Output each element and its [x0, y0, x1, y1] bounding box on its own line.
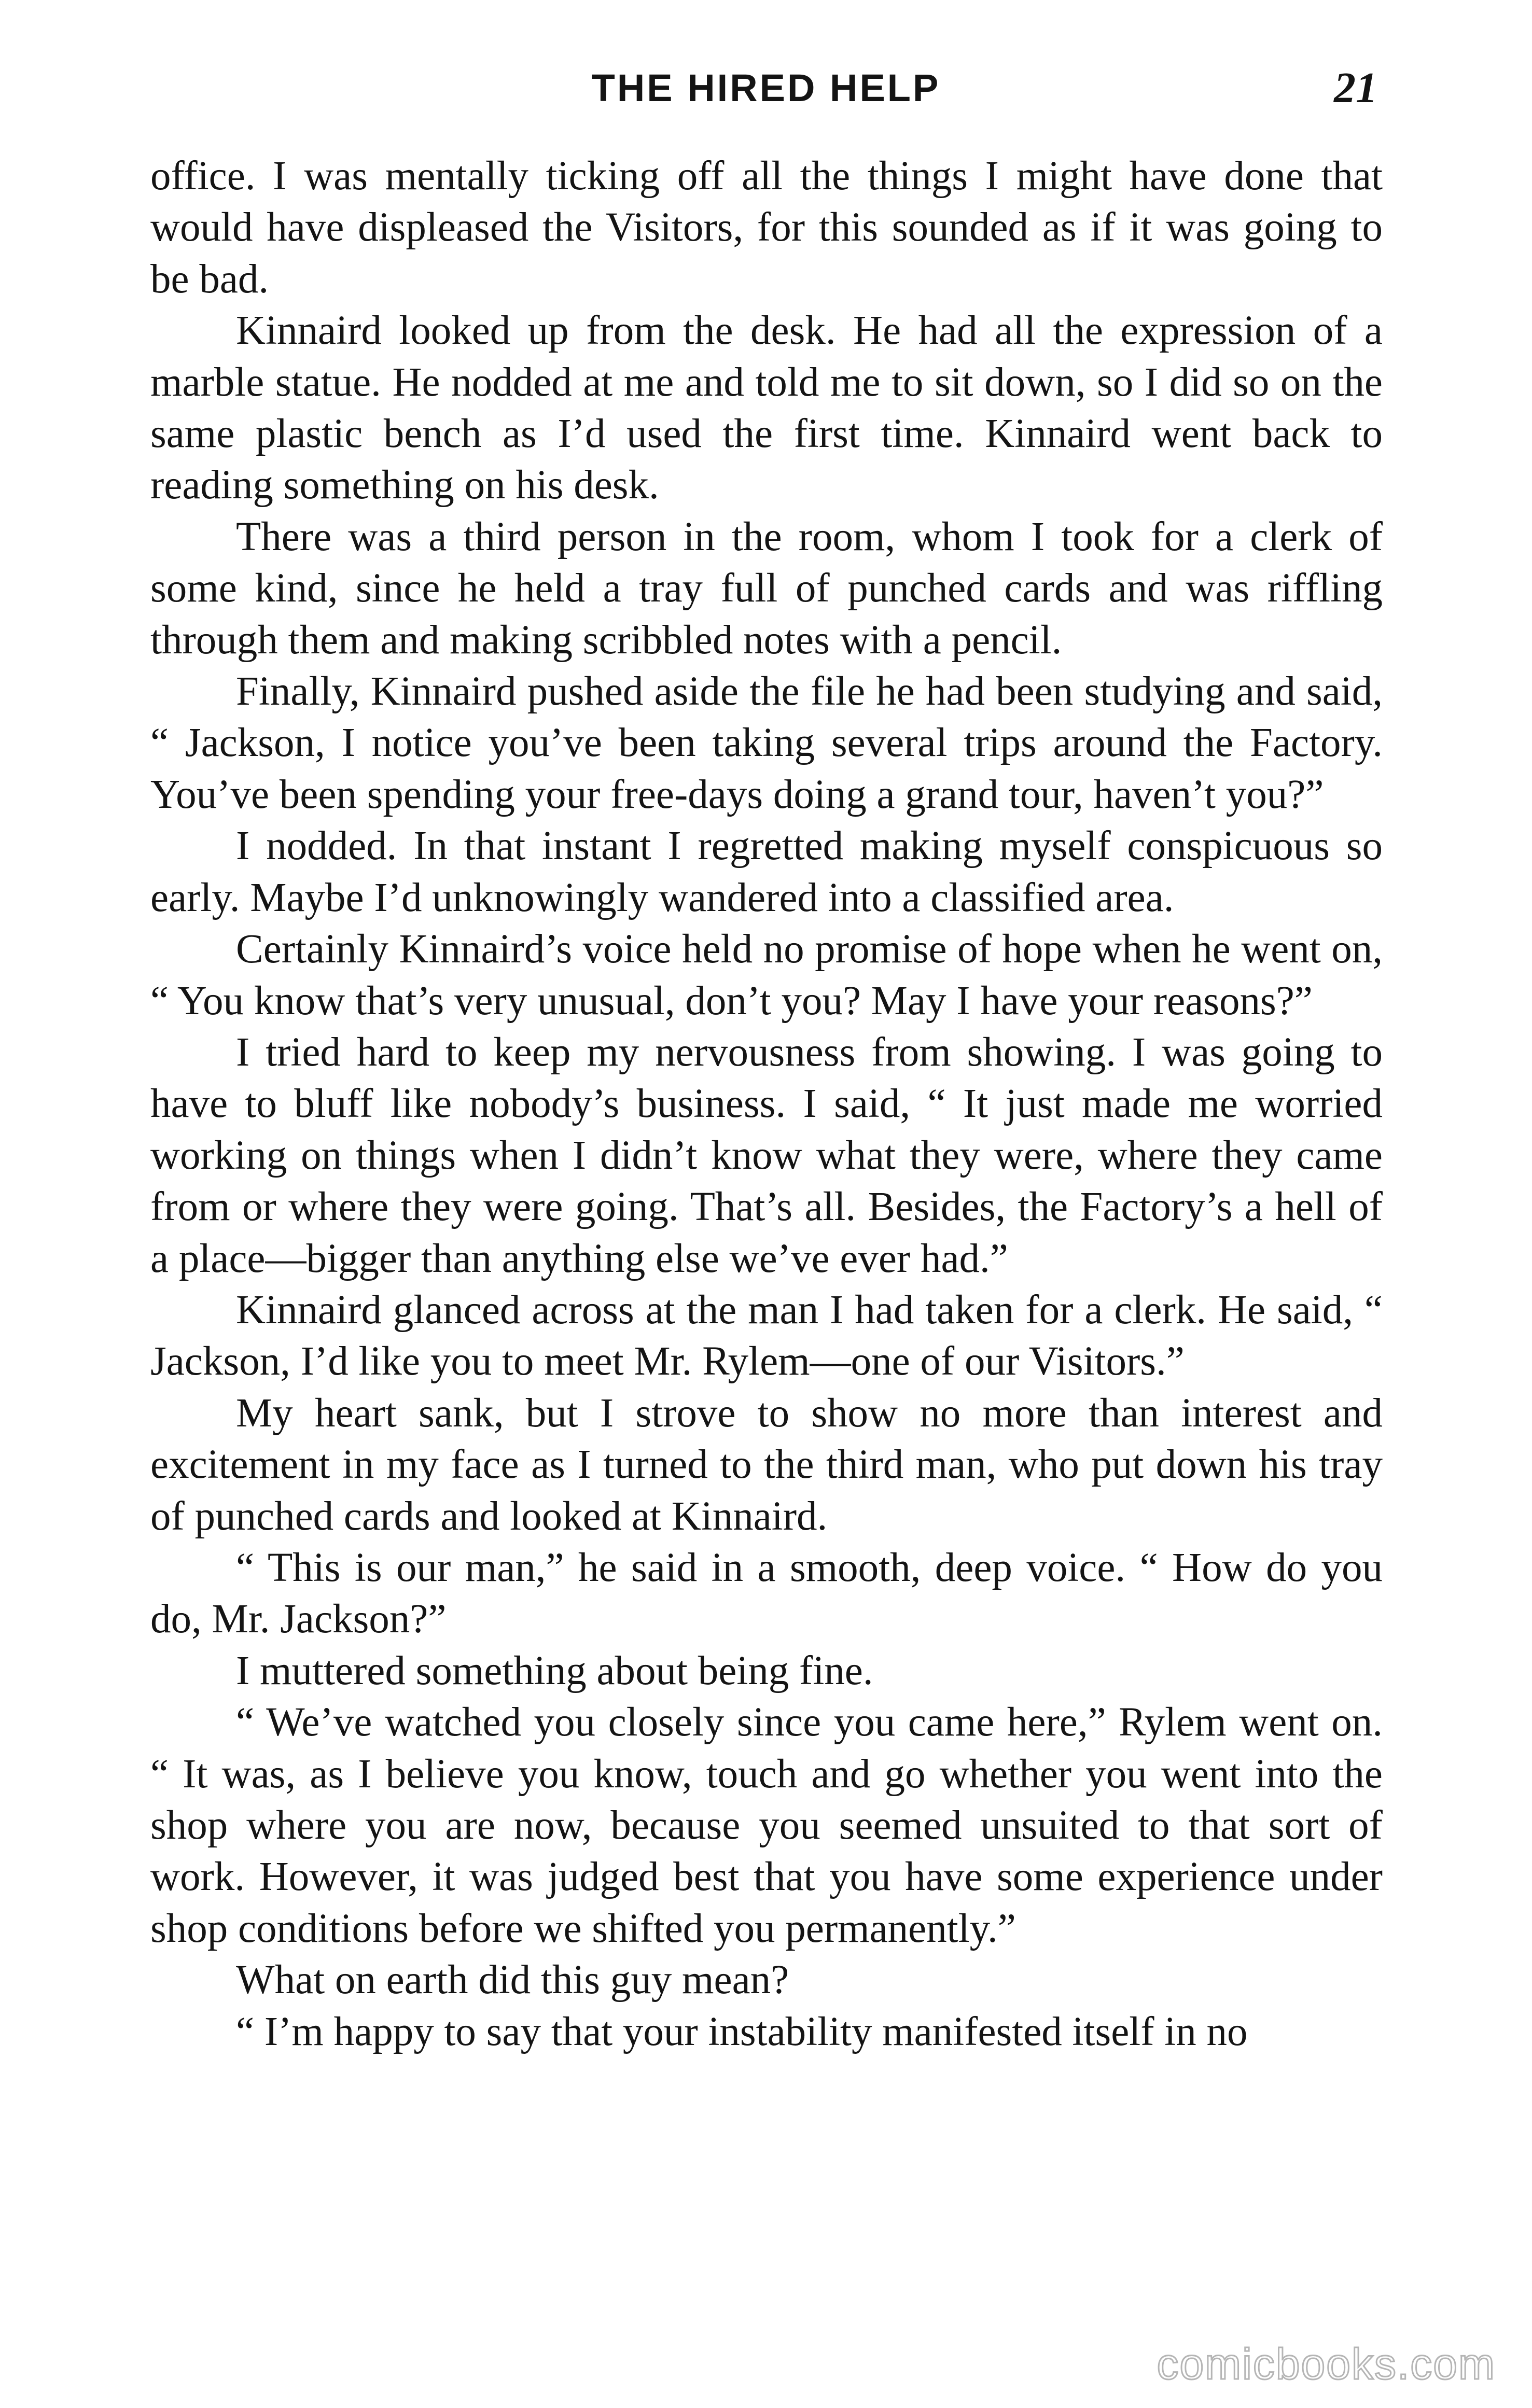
body-text [150, 150, 1383, 2057]
paragraph: Finally, Kinnaird pushed aside the file he had been studying and said, “ Jackson, I notice you’ve been taking several trips around the Factory. You’ve been spending your free-days doing a grand tour, haven’t you?” [150, 669, 1383, 817]
paragraph: What on earth did this guy mean? [236, 1957, 789, 2003]
paragraph: My heart sank, but I strove to show no more than interest and excitement in my face as I turned to the third man, who put down his tray of punched cards and looked at Kinnaird. [150, 1390, 1383, 1539]
paragraph: “ This is our man,” he said in a smooth, deep voice. “ How do you do, Mr. Jackson?” [150, 1545, 1383, 1642]
paragraph: I muttered something about being fine. [236, 1648, 873, 1693]
paragraph: Certainly Kinnaird’s voice held no promise of hope when he went on, “ You know that’s very unusual, don’t you? May I have your reasons?” [150, 927, 1383, 1024]
paragraph: There was a third person in the room, whom I took for a clerk of some kind, since he held a tray full of punched cards and was riffling through them and making scribbled notes with a pencil. [150, 514, 1383, 663]
paragraph: office. I was mentally ticking off all the things I might have done that would have displeased the Visitors, for this sounded as if it was going to be bad. [150, 153, 1383, 302]
paragraph: Kinnaird glanced across at the man I had taken for a clerk. He said, “ Jackson, I’d like you to meet Mr. Rylem—one of our Visitors.” [150, 1287, 1383, 1384]
running-title: THE HIRED HELP [591, 66, 941, 109]
paragraph: “ I’m happy to say that your instability manifested itself in no [236, 2009, 1248, 2054]
paragraph: I nodded. In that instant I regretted making myself conspicuous so early. Maybe I’d unknowingly wandered into a classified area. [150, 823, 1383, 920]
paragraph: Kinnaird looked up from the desk. He had all the expression of a marble statue. He nodded at me and told me to sit down, so I did so on the same plastic bench as I’d used the first time. Kinnaird went back to reading something on his desk. [150, 308, 1383, 508]
running-header [0, 57, 1532, 119]
paragraph: I tried hard to keep my nervousness from showing. I was going to have to bluff like nobody’s business. I said, “ It just made me worried working on things when I didn’t know what they were, where they came from or where they were going. That’s all. Besides, the Factory’s a hell of a place—bigger than anything else we’ve ever had.” [150, 1029, 1383, 1281]
paragraph: “ We’ve watched you closely since you came here,” Rylem went on. “ It was, as I believe you know, touch and go whether you went into the shop where you are now, because you seemed unsuited to that sort of work. However, it was judged best that you have some experience under shop conditions before we shifted you permanently.” [150, 1700, 1383, 1951]
watermark: comicbooks.com [1157, 2340, 1496, 2388]
page-number: 21 [1334, 64, 1377, 112]
